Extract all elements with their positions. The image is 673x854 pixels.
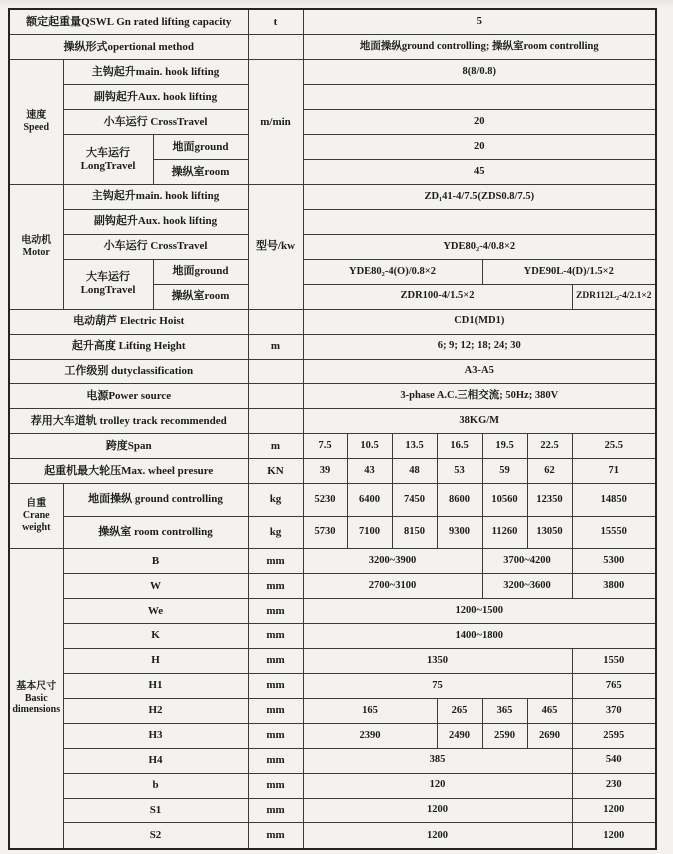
wheel-pressure-label: 起重机最大轮压Max. wheel presure: [9, 459, 248, 484]
trolley-track-value: 38KG/M: [303, 409, 656, 434]
row-span: [9, 434, 656, 459]
motor-long-travel-zh: 大车运行: [86, 271, 130, 284]
rated-capacity-label: 额定起重量QSWL Gn rated lifting capacity: [9, 9, 248, 35]
duty-classification-unit: [248, 359, 303, 384]
row-operational-method: [9, 35, 656, 60]
row-speed-long-travel-ground: [9, 135, 656, 160]
wheel-pressure-value: 59: [482, 459, 527, 484]
row-wheel-pressure: [9, 459, 656, 484]
wheel-pressure-value: 43: [347, 459, 392, 484]
dim-value: 2595: [572, 723, 656, 748]
wheel-pressure-unit: KN: [248, 459, 303, 484]
dim-value: 465: [527, 698, 572, 723]
row-speed-cross-travel: [9, 110, 656, 135]
wheel-pressure-value: 71: [572, 459, 656, 484]
dim-name: H4: [63, 748, 248, 773]
dim-name: H3: [63, 723, 248, 748]
dim-name: B: [63, 549, 248, 574]
lifting-height-value: 6; 9; 12; 18; 24; 30: [303, 334, 656, 359]
dim-value: 1400~1800: [303, 623, 656, 648]
weight-room-value: 11260: [482, 516, 527, 549]
dims-group-zh: 基本尺寸: [16, 680, 57, 692]
dim-name: b: [63, 773, 248, 798]
trolley-track-label: 荐用大车道轨 trolley track recommended: [9, 409, 248, 434]
dim-unit: mm: [248, 673, 303, 698]
row-dim-H: [9, 648, 656, 673]
motor-main-hook-label: 主钩起升main. hook lifting: [63, 184, 248, 209]
row-power-source: [9, 384, 656, 409]
motor-ground-value-right: YDE90L-4(D)/1.5×2: [482, 259, 656, 284]
motor-room-value-left: ZDR100-4/1.5×2: [303, 284, 572, 309]
dim-name: S2: [63, 823, 248, 849]
speed-main-hook-label: 主钩起升main. hook lifting: [63, 60, 248, 85]
dim-value: 2700~3100: [303, 574, 482, 599]
wheel-pressure-value: 62: [527, 459, 572, 484]
weight-ground-value: 12350: [527, 484, 572, 516]
crane-spec-table: [8, 8, 657, 850]
dim-unit: mm: [248, 748, 303, 773]
weight-room-value: 9300: [437, 516, 482, 549]
weight-room-value: 13050: [527, 516, 572, 549]
span-value: 13.5: [392, 434, 437, 459]
speed-aux-hook-value: [303, 85, 656, 110]
dim-unit: mm: [248, 648, 303, 673]
electric-hoist-value: CD1(MD1): [303, 309, 656, 334]
motor-ground-label: 地面ground: [153, 259, 248, 284]
dims-group-en1: Basic: [24, 692, 48, 704]
dim-value: 3700~4200: [482, 549, 572, 574]
dims-group-en2: dimensions: [12, 704, 61, 716]
weight-group-zh: 自重: [26, 498, 47, 510]
row-dim-We: [9, 599, 656, 624]
dim-value: 230: [572, 773, 656, 798]
speed-long-travel-label: [63, 135, 153, 185]
rated-capacity-unit: t: [248, 9, 303, 35]
row-weight-room: [9, 516, 656, 549]
dim-value: 385: [303, 748, 572, 773]
power-source-value: 3-phase A.C.三相交流; 50Hz; 380V: [303, 384, 656, 409]
electric-hoist-unit: [248, 309, 303, 334]
motor-group-zh: 电动机: [21, 235, 52, 246]
dim-value: 3200~3900: [303, 549, 482, 574]
speed-ground-value: 20: [303, 135, 656, 160]
weight-group-label: [9, 484, 63, 549]
dim-value: 2590: [482, 723, 527, 748]
dim-name: H2: [63, 698, 248, 723]
span-value: 10.5: [347, 434, 392, 459]
span-unit: m: [248, 434, 303, 459]
dim-value: 75: [303, 673, 572, 698]
motor-group-en: Motor: [22, 246, 50, 258]
span-value: 22.5: [527, 434, 572, 459]
dim-value: 765: [572, 673, 656, 698]
speed-long-travel-en: LongTravel: [80, 159, 136, 172]
dim-unit: mm: [248, 823, 303, 849]
dim-value: 2690: [527, 723, 572, 748]
row-lifting-height: [9, 334, 656, 359]
row-trolley-track: [9, 409, 656, 434]
dim-unit: mm: [248, 549, 303, 574]
speed-main-hook-value: 8(8/0.8): [303, 60, 656, 85]
span-label: 跨度Span: [9, 434, 248, 459]
dims-group-label: [9, 549, 63, 849]
motor-group-label: [9, 184, 63, 309]
row-speed-aux-hook: [9, 85, 656, 110]
row-motor-long-travel-ground: [9, 259, 656, 284]
speed-cross-travel-value: 20: [303, 110, 656, 135]
lifting-height-label: 起升高度 Lifting Height: [9, 334, 248, 359]
dim-value: 370: [572, 698, 656, 723]
weight-room-value: 8150: [392, 516, 437, 549]
power-source-unit: [248, 384, 303, 409]
row-motor-cross-travel: [9, 234, 656, 259]
span-value: 16.5: [437, 434, 482, 459]
motor-long-travel-label: [63, 259, 153, 309]
dim-unit: mm: [248, 698, 303, 723]
dim-name: S1: [63, 798, 248, 823]
dim-value: 120: [303, 773, 572, 798]
dim-name: W: [63, 574, 248, 599]
wheel-pressure-value: 48: [392, 459, 437, 484]
row-motor-aux-hook: [9, 209, 656, 234]
dim-value: 2490: [437, 723, 482, 748]
weight-group-en1: Crane: [22, 510, 50, 522]
weight-room-value: 5730: [303, 516, 347, 549]
dim-value: 3200~3600: [482, 574, 572, 599]
row-dim-H1: [9, 673, 656, 698]
row-dim-S1: [9, 798, 656, 823]
motor-unit: 型号/kw: [248, 184, 303, 309]
dim-name: H: [63, 648, 248, 673]
speed-aux-hook-label: 副钩起升Aux. hook lifting: [63, 85, 248, 110]
dim-value: 1200: [303, 798, 572, 823]
dim-value: 3800: [572, 574, 656, 599]
weight-ground-value: 5230: [303, 484, 347, 516]
electric-hoist-label: 电动葫芦 Electric Hoist: [9, 309, 248, 334]
row-duty-classification: [9, 359, 656, 384]
row-dim-W: [9, 574, 656, 599]
motor-long-travel-en: LongTravel: [80, 284, 136, 297]
duty-classification-label: 工作级别 dutyclassification: [9, 359, 248, 384]
speed-cross-travel-label: 小车运行 CrossTravel: [63, 110, 248, 135]
span-value: 7.5: [303, 434, 347, 459]
dim-value: 365: [482, 698, 527, 723]
weight-group-en2: weight: [22, 522, 51, 534]
speed-room-value: 45: [303, 160, 656, 185]
motor-ground-value-left: YDE80₂-4(O)/0.8×2: [303, 259, 482, 284]
speed-ground-label: 地面ground: [153, 135, 248, 160]
weight-room-label: 操纵室 room controlling: [63, 516, 248, 549]
speed-room-label: 操纵室room: [153, 160, 248, 185]
row-dim-K: [9, 623, 656, 648]
weight-ground-label: 地面操纵 ground controlling: [63, 484, 248, 516]
row-dim-S2: [9, 823, 656, 849]
row-dim-H2: [9, 698, 656, 723]
dim-unit: mm: [248, 723, 303, 748]
row-weight-ground: [9, 484, 656, 516]
operational-method-unit: [248, 35, 303, 60]
dim-value: 165: [303, 698, 437, 723]
weight-ground-value: 14850: [572, 484, 656, 516]
rated-capacity-value: 5: [303, 9, 656, 35]
row-speed-main-hook: [9, 60, 656, 85]
dim-unit: mm: [248, 798, 303, 823]
row-rated-capacity: [9, 9, 656, 35]
row-electric-hoist: [9, 309, 656, 334]
duty-classification-value: A3-A5: [303, 359, 656, 384]
weight-room-unit: kg: [248, 516, 303, 549]
weight-ground-value: 8600: [437, 484, 482, 516]
dim-unit: mm: [248, 773, 303, 798]
dim-name: K: [63, 623, 248, 648]
motor-room-value-right: ZDR112L₂-4/2.1×2: [572, 284, 656, 309]
dim-value: 1200: [572, 823, 656, 849]
dim-unit: mm: [248, 623, 303, 648]
span-value: 19.5: [482, 434, 527, 459]
weight-room-value: 7100: [347, 516, 392, 549]
wheel-pressure-value: 53: [437, 459, 482, 484]
dim-name: H1: [63, 673, 248, 698]
weight-room-value: 15550: [572, 516, 656, 549]
wheel-pressure-value: 39: [303, 459, 347, 484]
operational-method-value: 地面操纵ground controlling; 操纵室room controlling: [303, 35, 656, 60]
dim-value: 2390: [303, 723, 437, 748]
row-dim-B: [9, 549, 656, 574]
dim-unit: mm: [248, 599, 303, 624]
trolley-track-unit: [248, 409, 303, 434]
dim-value: 265: [437, 698, 482, 723]
weight-ground-value: 10560: [482, 484, 527, 516]
row-motor-main-hook: [9, 184, 656, 209]
speed-group-zh: 速度: [26, 110, 47, 122]
motor-cross-travel-value: YDE80₂-4/0.8×2: [303, 234, 656, 259]
dim-value: 1200~1500: [303, 599, 656, 624]
dim-value: 1200: [303, 823, 572, 849]
operational-method-label: 操纵形式opertional method: [9, 35, 248, 60]
row-dim-H3: [9, 723, 656, 748]
row-dim-b: [9, 773, 656, 798]
motor-aux-hook-label: 副钩起升Aux. hook lifting: [63, 209, 248, 234]
row-dim-H4: [9, 748, 656, 773]
motor-room-label: 操纵室room: [153, 284, 248, 309]
power-source-label: 电源Power source: [9, 384, 248, 409]
weight-ground-value: 6400: [347, 484, 392, 516]
speed-group-label: [9, 60, 63, 185]
dim-unit: mm: [248, 574, 303, 599]
lifting-height-unit: m: [248, 334, 303, 359]
motor-cross-travel-label: 小车运行 CrossTravel: [63, 234, 248, 259]
dim-value: 1550: [572, 648, 656, 673]
motor-main-hook-value: ZD₁41-4/7.5(ZDS0.8/7.5): [303, 184, 656, 209]
dim-name: We: [63, 599, 248, 624]
motor-aux-hook-value: [303, 209, 656, 234]
dim-value: 5300: [572, 549, 656, 574]
weight-ground-unit: kg: [248, 484, 303, 516]
span-value: 25.5: [572, 434, 656, 459]
speed-long-travel-zh: 大车运行: [86, 146, 130, 159]
dim-value: 1200: [572, 798, 656, 823]
speed-group-en: Speed: [23, 122, 50, 134]
weight-ground-value: 7450: [392, 484, 437, 516]
dim-value: 1350: [303, 648, 572, 673]
speed-unit: m/min: [248, 60, 303, 185]
dim-value: 540: [572, 748, 656, 773]
